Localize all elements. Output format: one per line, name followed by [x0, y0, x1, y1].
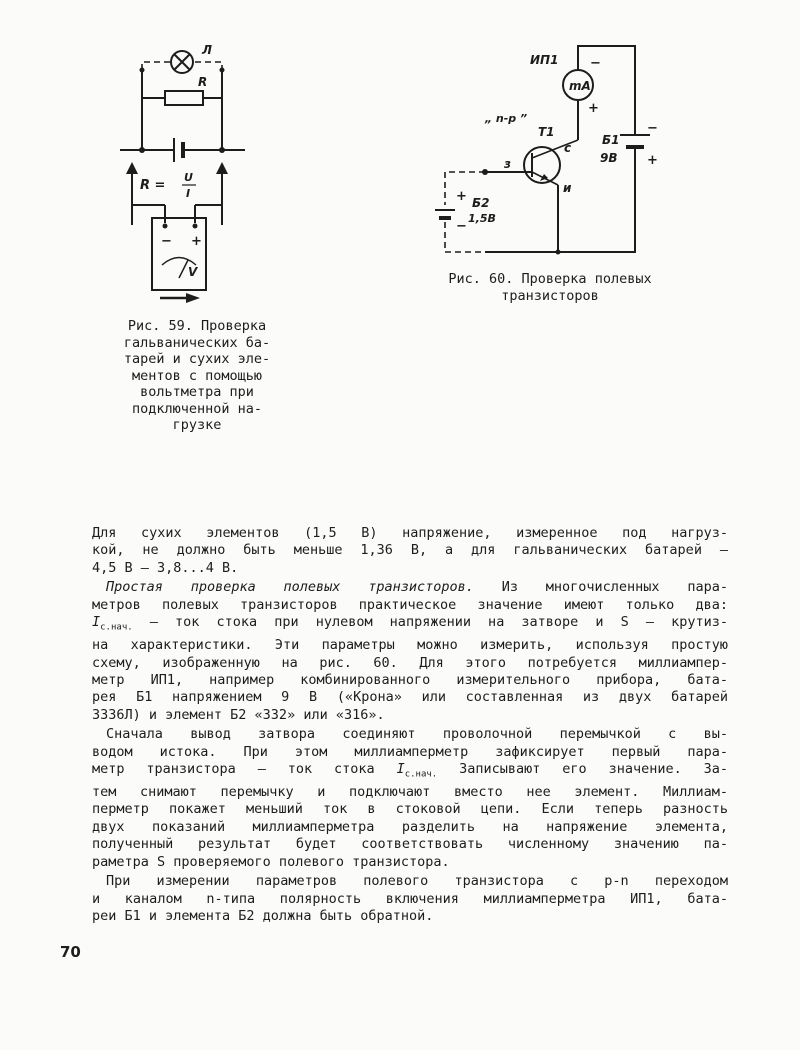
symbol-i: I [92, 614, 101, 631]
text-segment: — ток стока при нулевом напряжении на затворе и S — крутиз- [132, 614, 728, 631]
fig60-transistor-type: „ n-p ” [485, 112, 528, 125]
symbol-i: I [396, 760, 405, 777]
fig60-pin-c: с [564, 141, 572, 155]
fig60-meter-unit: mA [569, 79, 591, 93]
fig60-b2-name: Б2 [472, 196, 490, 210]
figure-60-circuit [430, 40, 680, 265]
text-line: Для сухих элементов (1,5 В) напряжение, измеренное под нагруз- [92, 525, 728, 541]
text-line: перметр покажет меньший ток в стоковой цепи. Если теперь разность [92, 801, 728, 818]
text-line: рея Б1 напряжением 9 В («Крона» или составленная из двух батарей [92, 689, 728, 706]
fig60-transistor-name: T1 [538, 125, 555, 139]
text-line: 4,5 В — 3,8...4 В. [92, 559, 239, 576]
figure-59-svg [110, 40, 260, 315]
fig59-resistor-label: R [198, 75, 208, 89]
fig60-pin-i: и [563, 181, 572, 195]
figure-60-svg [430, 40, 680, 265]
text-segment: метр транзистора — ток стока [92, 760, 397, 777]
fig59-meter-unit: V [188, 265, 198, 279]
body-text [92, 525, 728, 927]
fig60-b1-voltage: 9В [600, 151, 618, 165]
text-line [92, 761, 728, 784]
text-line: тем снимают перемычку и подключают вместо нее элемент. Миллиам- [92, 784, 728, 801]
text-line: двух показаний миллиамперметра разделить на напряжение элемента, [92, 818, 728, 835]
fig60-b2-plus: + [456, 189, 467, 204]
paragraph-2 [92, 579, 728, 724]
paragraph-3 [92, 726, 728, 871]
text-line: полученный результат будет соответствовать численному значению па- [92, 836, 728, 853]
text-line: реи Б1 и элемента Б2 должна быть обратной. [92, 907, 434, 924]
fig60-b1-name: Б1 [602, 133, 620, 147]
text-line: раметра S проверяемого полевого транзистора. [92, 853, 450, 870]
fig60-b1-plus: + [647, 153, 658, 168]
fig59-formula-den: I [186, 187, 191, 200]
figure-59-caption [112, 318, 282, 434]
text-segment: Записывают его значение. За- [437, 760, 729, 777]
symbol-subscript: с.нач. [100, 622, 133, 633]
text-line [92, 614, 728, 637]
fig60-meter-plus: + [588, 101, 599, 116]
fig60-b2-minus: − [456, 219, 467, 234]
text-line [92, 579, 728, 596]
caption-line: Рис. 59. Проверка [127, 318, 267, 334]
paragraph-4 [92, 873, 728, 925]
text-line: При измерении параметров полевого транзистора с p-n переходом [106, 873, 728, 890]
page-number: 70 [60, 943, 81, 961]
fig60-b2-voltage: 1,5В [468, 212, 496, 225]
figure-59-circuit [110, 40, 260, 315]
text-line: метров полевых транзисторов практическое значение имеют только два: [92, 596, 728, 613]
section-heading: Простая проверка полевых транзисторов. [106, 579, 474, 596]
fig59-meter-plus: + [191, 234, 202, 249]
figure-60-caption [420, 271, 680, 304]
text-line: и каналом n-типа полярность включения миллиамперметра ИП1, бата- [92, 890, 728, 907]
text-line: на характеристики. Эти параметры можно измерить, используя простую [92, 637, 728, 654]
caption-line: тарей и сухих эле- [123, 351, 271, 367]
fig60-meter-name: ИП1 [530, 53, 559, 67]
caption-line: грузке [172, 417, 222, 433]
caption-line: подключенной на- [131, 400, 263, 417]
text-line: метр ИП1, например комбинированного измерительного прибора, бата- [92, 671, 728, 688]
caption-line: Рис. 60. Проверка полевых [448, 271, 652, 287]
symbol-subscript: с.нач. [404, 769, 438, 780]
fig59-formula-left: R = [140, 178, 166, 193]
fig59-formula-num: U [184, 171, 193, 184]
caption-line: гальванических ба- [123, 334, 271, 351]
caption-line: вольтметра при [140, 384, 254, 400]
text-line: Сначала вывод затвора соединяют проволочной перемычкой с вы- [106, 726, 728, 743]
text-segment: Из многочисленных пара- [473, 579, 728, 596]
fig60-meter-minus: − [590, 56, 601, 71]
caption-line: транзисторов [501, 287, 599, 304]
fig59-meter-minus: − [161, 234, 172, 249]
fig60-pin-z: з [504, 157, 511, 171]
text-line: 3336Л) и элемент Б2 «332» или «316». [92, 706, 385, 723]
fig59-lamp-label: Л [202, 43, 212, 57]
text-line: схему, изображенную на рис. 60. Для этого потребуется миллиампер- [92, 654, 728, 671]
caption-line: ментов с помощью [131, 367, 263, 384]
text-line: кой, не должно быть меньше 1,36 В, а для гальванических батарей — [92, 542, 728, 559]
fig60-b1-minus: − [647, 121, 658, 136]
text-line: водом истока. При этом миллиамперметр зафиксирует первый пара- [92, 743, 728, 760]
paragraph-1 [92, 525, 728, 577]
